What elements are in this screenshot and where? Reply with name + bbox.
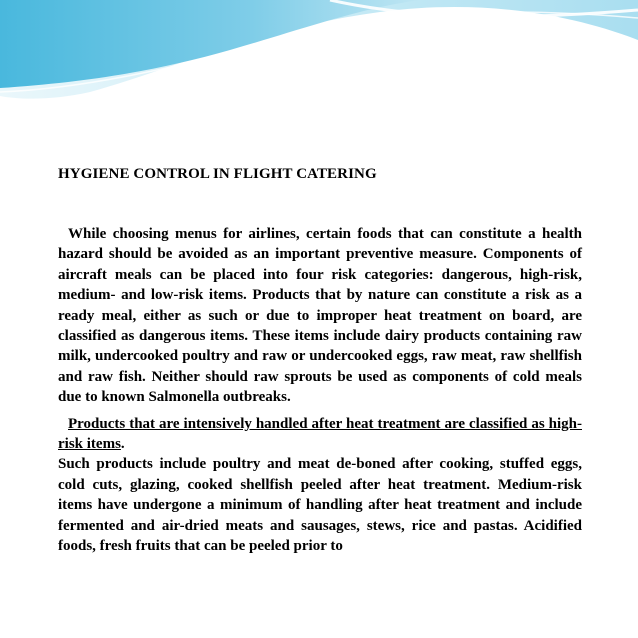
slide-content [58, 166, 582, 557]
high-risk-period: . [120, 436, 125, 453]
paragraph-high-risk [58, 414, 582, 455]
wave-header-decoration [0, 0, 638, 100]
paragraph-product-examples: Such products include poultry and meat de-boned after cooking, stuffed eggs, cold cuts, glazing, cooked shellfish peeled after heat treatment. Medium-risk items have undergone a minimum of handling after heat treatment and include fermented and air-dried meats and sausages, stews, rice and pastas. Acidified foods, fresh fruits that can be peeled prior to [58, 456, 582, 555]
high-risk-definition: Products that are intensively handled after heat treatment are classified as high-risk items [58, 415, 582, 453]
paragraph-menu-risk: While choosing menus for airlines, certain foods that can constitute a health hazard should be avoided as an important preventive measure. Components of aircraft meals can be placed into four risk categories: dangerous, high-risk, medium- and low-risk items. Products that by nature can constitute a risk as a ready meal, either as such or due to improper heat treatment on board, are classified as dangerous items. These items include dairy products containing raw milk, undercooked poultry and raw or undercooked eggs, raw meat, raw shellfish and raw fish. Neither should raw sprouts be used as components of cold meals due to known Salmonella outbreaks. [58, 226, 582, 406]
slide-heading: HYGIENE CONTROL IN FLIGHT CATERING [58, 166, 377, 182]
